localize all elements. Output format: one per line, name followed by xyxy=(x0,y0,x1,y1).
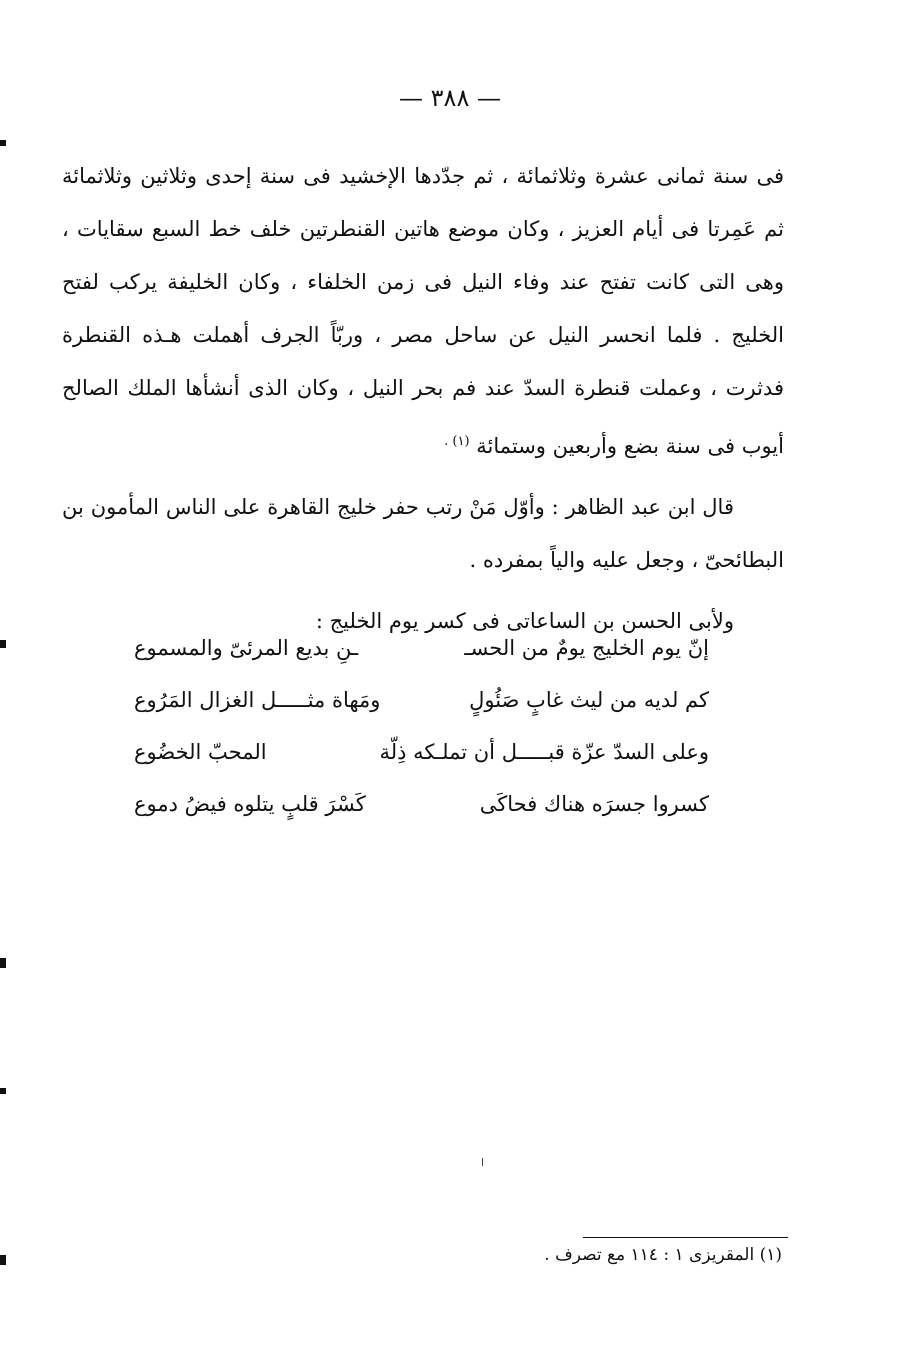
page-number: — ٣٨٨ — xyxy=(399,84,501,112)
verse-first-hemistich: كم لديه من ليث غابٍ صَئُولٍ xyxy=(469,688,709,712)
footnote: (١) المقريزى ١ : ١١٤ مع تصرف . xyxy=(544,1245,782,1265)
paragraph-2: قال ابن عبد الظاهر : وأوّل مَنْ رتب حفر خليج القاهرة على الناس المأمون بن البطائحىّ ، وجعل عليه والياً بمفرده . xyxy=(62,495,784,572)
verse-second-hemistich: ومَهاة مثـــــل الغزال المَرُوع xyxy=(134,688,381,712)
poem xyxy=(134,622,709,830)
poem-verse xyxy=(134,674,709,726)
verse-second-hemistich: المحبّ الخضُوع xyxy=(134,740,267,764)
scan-margin-mark xyxy=(0,1088,6,1094)
scan-margin-mark xyxy=(0,140,6,146)
scan-margin-mark xyxy=(0,958,6,968)
poem-verse xyxy=(134,622,709,674)
verse-first-hemistich: كسروا جسرَه هناك فحاكَى xyxy=(479,792,709,816)
verse-first-hemistich: وعلى السدّ عزّة قبـــــل أن تملـكه ذِلّة xyxy=(379,740,709,764)
scan-margin-mark xyxy=(0,1255,6,1265)
footnote-divider xyxy=(583,1237,788,1238)
paragraph-1-text: فى سنة ثمانى عشرة وثلاثمائة ، ثم جدّدها الإخشيد فى سنة إحدى وثلاثين وثلاثمائة ثم عَمِرتا فى أيام العزيز ، وكان موضع هاتين القنطرتين خلف خط السبع سقايات ، وهى التى كانت تفتح عند وفاء النيل فى زمن الخلفاء ، وكان الخليفة يركب لفتح الخليج . فلما انحسر النيل عن ساحل مصر ، وربّاً الجرف أهملت هـذه القنطرة فدثرت ، وعملت قنطرة السدّ عند فم بحر النيل ، وكان الذى أنشأها الملك الصالح أيوب فى سنة بضع وأربعين وستمائة xyxy=(62,164,784,458)
verse-second-hemistich: كَسْرَ قلبٍ يتلوه فيضُ دموع xyxy=(134,792,366,816)
footnote-marker: (١) . xyxy=(444,434,470,449)
poem-verse xyxy=(134,726,709,778)
verse-first-hemistich: إنّ يوم الخليج يومٌ من الحسـ xyxy=(464,636,709,660)
paragraph-3: ولأبى الحسن بن الساعاتى فى كسر يوم الخليج : xyxy=(315,609,734,633)
paragraph-1 xyxy=(62,150,784,473)
verse-second-hemistich: ـنِ بديع المرئىّ والمسموع xyxy=(134,636,359,660)
scan-speck xyxy=(482,1158,483,1166)
body-text xyxy=(62,150,784,656)
scan-margin-mark xyxy=(0,640,6,648)
poem-verse xyxy=(134,778,709,830)
